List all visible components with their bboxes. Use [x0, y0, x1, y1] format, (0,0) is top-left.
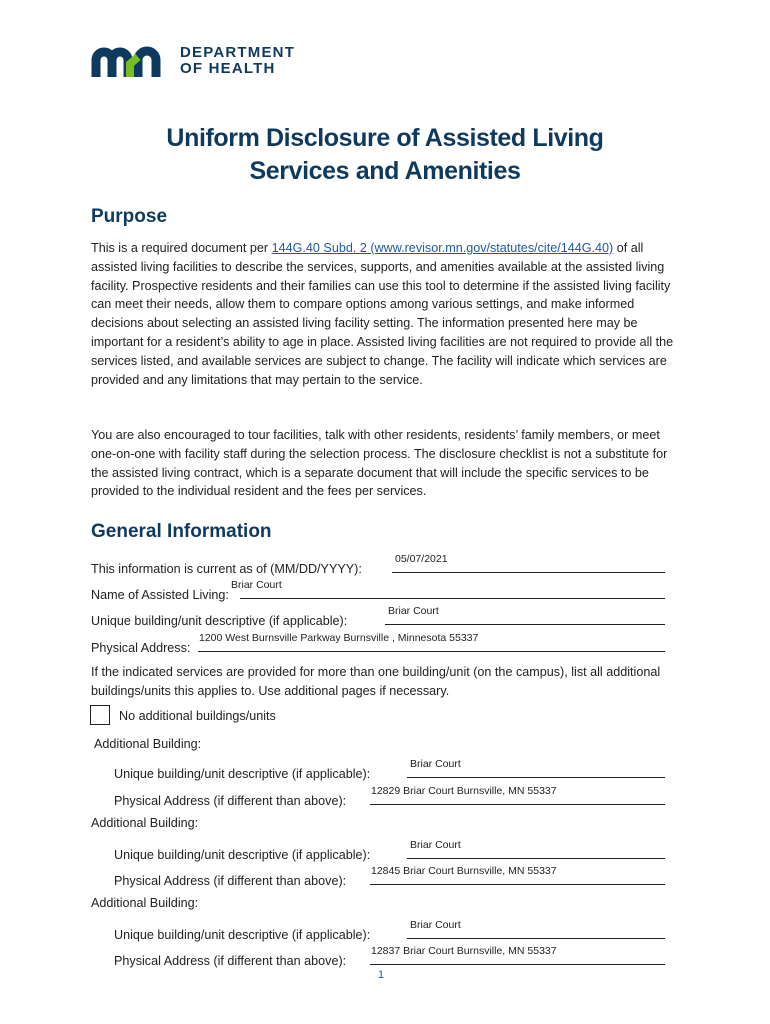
page-number: 1	[378, 969, 385, 981]
purpose-heading: Purpose	[91, 206, 168, 227]
additional-building-1-heading: Additional Building:	[94, 737, 202, 751]
additional-building-1-unique-field	[114, 757, 665, 781]
current-date-value[interactable]: 05/07/2021	[395, 553, 448, 565]
current-date-field	[91, 552, 665, 576]
additional-building-1-unique-value[interactable]: Briar Court	[410, 758, 461, 770]
additional-building-3-address-field	[114, 944, 665, 968]
additional-building-2-address-value[interactable]: 12845 Briar Court Burnsville, MN 55337	[371, 865, 557, 877]
additional-building-3-address-line[interactable]	[370, 964, 665, 965]
additional-building-1-unique-line[interactable]	[407, 777, 665, 778]
additional-building-1-address-value[interactable]: 12829 Briar Court Burnsville, MN 55337	[371, 785, 557, 797]
additional-building-2-address-label: Physical Address (if different than above):	[114, 874, 347, 888]
title-line-2: Services and Amenities	[249, 157, 521, 185]
facility-name-label: Name of Assisted Living:	[91, 588, 229, 602]
additional-building-3-address-label: Physical Address (if different than above):	[114, 954, 347, 968]
additional-building-2-address-field	[114, 864, 665, 888]
statute-link[interactable]: 144G.40 Subd. 2 (www.revisor.mn.gov/statutes/cite/144G.40)	[271, 241, 614, 255]
current-date-label: This information is current as of (MM/DD/YYYY):	[91, 562, 362, 576]
current-date-line[interactable]	[392, 572, 665, 573]
additional-building-3-unique-field	[114, 918, 665, 942]
additional-building-3-heading: Additional Building:	[91, 896, 199, 910]
logo-line-1: DEPARTMENT	[180, 44, 296, 61]
additional-building-1-address-line[interactable]	[370, 804, 665, 805]
unique-building-line[interactable]	[385, 624, 665, 625]
additional-building-2-heading: Additional Building:	[91, 816, 199, 830]
no-additional-buildings-label: No additional buildings/units	[119, 709, 276, 723]
additional-building-2-unique-line[interactable]	[407, 858, 665, 859]
unique-building-field	[91, 604, 665, 628]
purpose-p1-intro: This is a required document per	[91, 241, 272, 255]
mdh-logo	[90, 44, 320, 80]
multi-building-note: If the indicated services are provided for more than one building/unit (on the campus), list all additional buildings/units this applies to. Use additional pages if necessary.	[91, 665, 661, 698]
title-line-1: Uniform Disclosure of Assisted Living	[166, 124, 604, 152]
additional-building-2-unique-value[interactable]: Briar Court	[410, 839, 461, 851]
unique-building-value[interactable]: Briar Court	[388, 605, 439, 617]
additional-building-2-address-line[interactable]	[370, 884, 665, 885]
additional-building-2-unique-label: Unique building/unit descriptive (if applicable):	[114, 848, 371, 862]
additional-building-1-address-label: Physical Address (if different than above):	[114, 794, 347, 808]
additional-building-3-unique-label: Unique building/unit descriptive (if applicable):	[114, 928, 371, 942]
physical-address-label: Physical Address:	[91, 641, 191, 655]
additional-building-1-address-field	[114, 784, 665, 808]
facility-name-field	[91, 578, 665, 602]
purpose-paragraph-1	[91, 239, 676, 389]
physical-address-field	[91, 631, 665, 655]
page-title	[0, 122, 770, 188]
logo-line-2: OF HEALTH	[180, 60, 276, 77]
physical-address-line[interactable]	[198, 651, 665, 652]
additional-building-3-unique-value[interactable]: Briar Court	[410, 919, 461, 931]
additional-building-3-unique-line[interactable]	[407, 938, 665, 939]
purpose-p1-body: of all assisted living facilities to describe the services, supports, and amenities available at the assisted living facility. Prospective residents and their families can use this tool to determine if the assisted living facility can meet their needs, allow them to compare options among various settings, and make informed decisions about selecting an assisted living facility setting. The information presented here may be important for a resident’s ability to age in place. Assisted living facilities are not required to provide all the services listed, and available services are subject to change. The facility will indicate which services are provided and any limitations that may pertain to the service.	[91, 241, 674, 387]
mn-logo-mark-icon	[90, 44, 170, 80]
additional-building-2-unique-field	[114, 838, 665, 862]
facility-name-value[interactable]: Briar Court	[231, 579, 282, 591]
general-info-heading: General Information	[91, 521, 272, 542]
no-additional-buildings-checkbox[interactable]	[90, 705, 110, 725]
additional-building-1-unique-label: Unique building/unit descriptive (if applicable):	[114, 767, 371, 781]
unique-building-label: Unique building/unit descriptive (if applicable):	[91, 614, 348, 628]
additional-building-3-address-value[interactable]: 12837 Briar Court Burnsville, MN 55337	[371, 945, 557, 957]
physical-address-value[interactable]: 1200 West Burnsville Parkway Burnsville , Minnesota 55337	[199, 632, 479, 644]
facility-name-line[interactable]	[240, 598, 665, 599]
purpose-paragraph-2: You are also encouraged to tour facilities, talk with other residents, residents’ family members, or meet one-on-one with facility staff during the selection process. The disclosure checklist is not a substitute for the assisted living contract, which is a separate document that will include the specific services to be provided to the individual resident and the fees per services.	[91, 428, 668, 499]
